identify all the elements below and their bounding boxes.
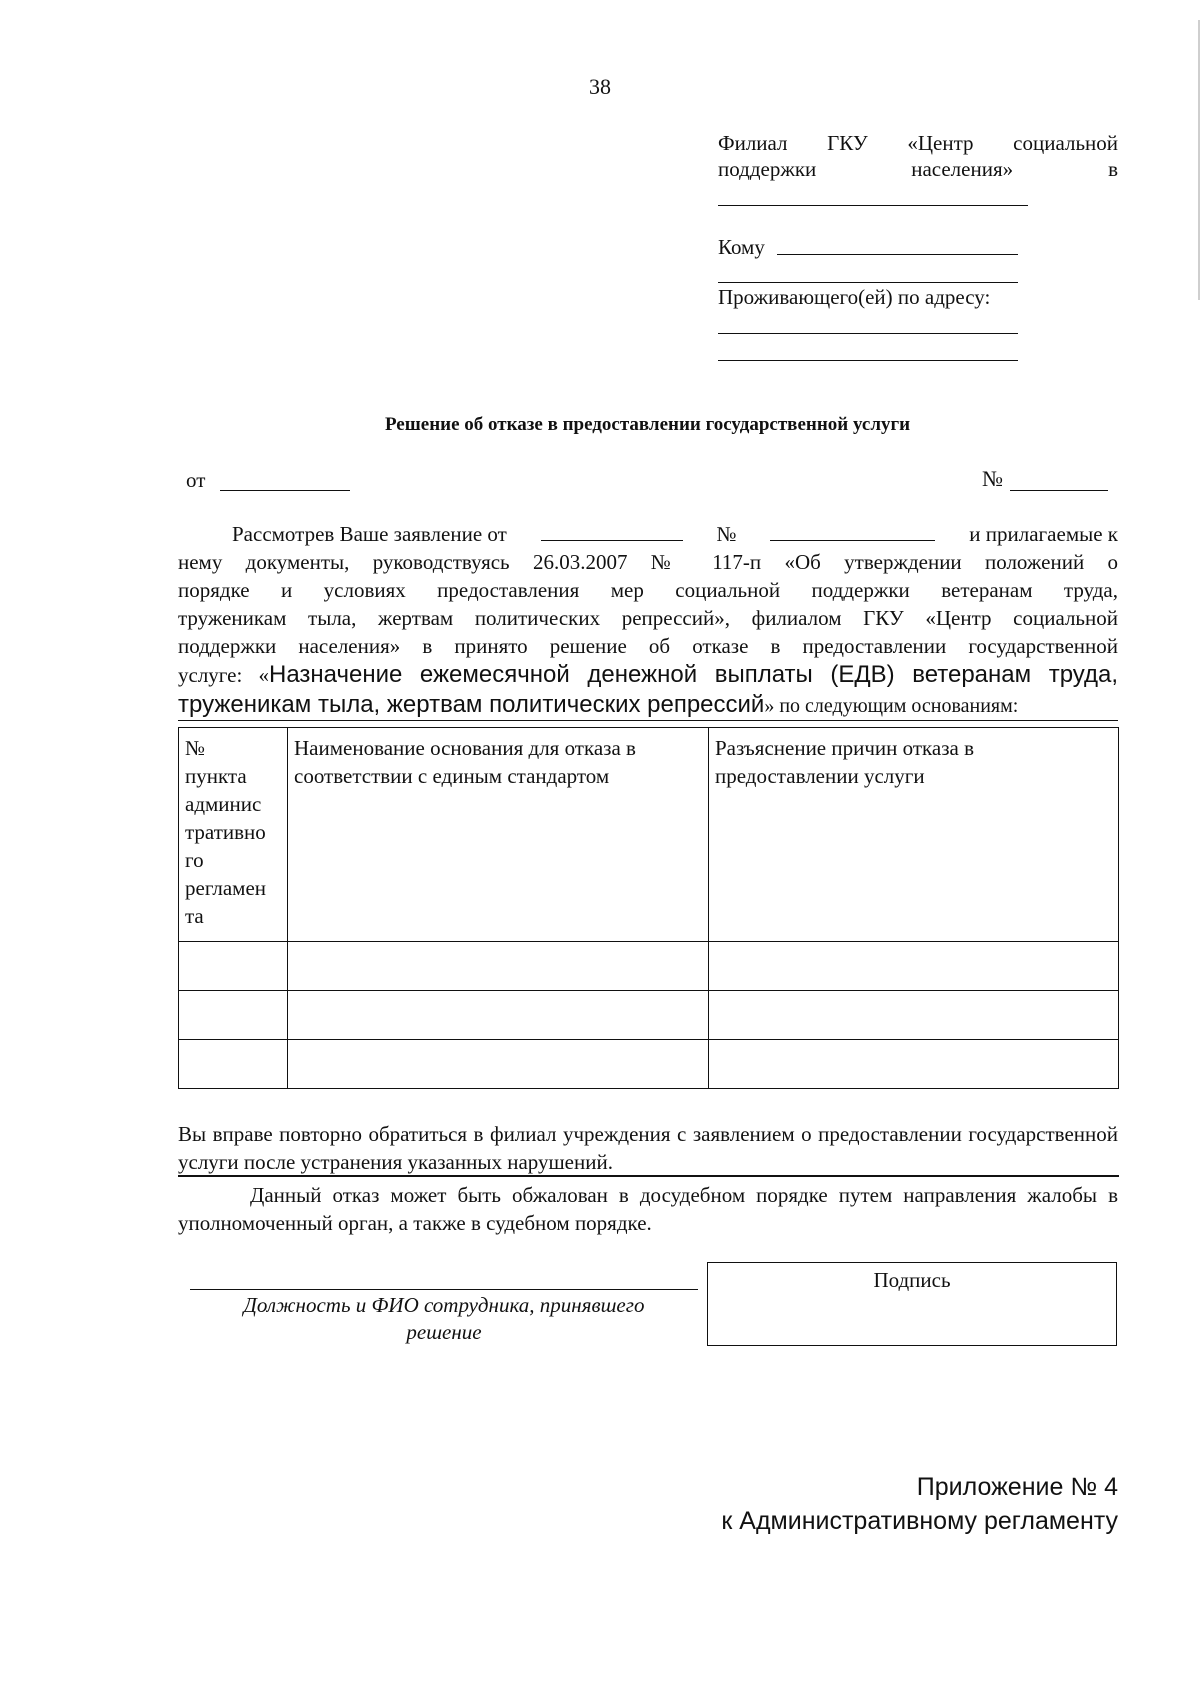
table-row	[179, 991, 1119, 1040]
header-col1-line: пункта	[185, 764, 247, 788]
position-caption	[190, 1292, 698, 1346]
branch-line-2: поддержки населения» в	[718, 157, 1118, 181]
application-date-blank[interactable]	[541, 522, 683, 541]
table-row	[179, 1040, 1119, 1089]
service-name-part-2: труженикам тыла, жертвам политических репрессий	[178, 691, 765, 718]
header-col1-line: тративно	[185, 820, 266, 844]
appendix-line-2: к Административному регламенту	[721, 1507, 1118, 1535]
body-line-2: нему документы, руководствуясь 26.03.2007 № 117-п «Об утверждении положений о	[178, 550, 1118, 574]
date-blank[interactable]	[220, 490, 350, 491]
table-cell[interactable]	[709, 942, 1119, 991]
to-blank-2[interactable]	[718, 282, 1018, 283]
body-line-6	[178, 660, 1118, 690]
table-row	[179, 942, 1119, 991]
application-number-blank[interactable]	[770, 522, 935, 541]
position-name-blank[interactable]	[190, 1289, 698, 1290]
body-line-7	[178, 690, 1118, 721]
branch-line-1: Филиал ГКУ «Центр социальной	[718, 131, 1118, 155]
to-label: Кому	[718, 235, 765, 259]
table-header-reason-name: Наименование основания для отказа в соответствии с единым стандартом	[288, 728, 709, 942]
repeat-application-note: Вы вправе повторно обратиться в филиал учреждения с заявлением о предоставлении государственной услуги после устранения указанных нарушений.	[178, 1122, 1118, 1174]
header-col1-line: та	[185, 904, 204, 928]
table-cell[interactable]	[709, 991, 1119, 1040]
body-line-7b: » по следующим основаниям:	[764, 695, 1019, 717]
table-cell[interactable]	[288, 1040, 709, 1089]
body-line-1	[178, 520, 1118, 548]
header-col1-line: №	[185, 736, 206, 760]
body-paragraph	[178, 520, 1118, 721]
body-line-6a: услуге: «	[178, 663, 269, 687]
doc-number-blank[interactable]	[1010, 490, 1108, 491]
refusal-reasons-table	[178, 727, 1119, 1089]
body-line-1b: №	[716, 522, 737, 546]
table-cell[interactable]	[288, 942, 709, 991]
body-line-1c: и прилагаемые к	[969, 522, 1118, 546]
document-title: Решение об отказе в предоставлении государственной услуги	[384, 414, 911, 435]
header-col1-line: го	[185, 848, 204, 872]
table-cell[interactable]	[179, 991, 288, 1040]
table-cell[interactable]	[179, 1040, 288, 1089]
table-cell[interactable]	[179, 942, 288, 991]
signature-label: Подпись	[873, 1268, 951, 1292]
recipient-block	[718, 130, 1118, 182]
table-cell[interactable]	[288, 991, 709, 1040]
doc-number-label: №	[982, 466, 1003, 491]
table-header-paragraph-number	[179, 728, 288, 942]
position-caption-line-1: Должность и ФИО сотрудника, принявшего	[243, 1293, 645, 1317]
header-col1-line: регламен	[185, 876, 267, 900]
to-blank[interactable]	[777, 254, 1018, 255]
body-line-5: поддержки населения» в принято решение об отказе в предоставлении государственной	[178, 634, 1118, 658]
body-line-4: труженикам тыла, жертвам политических репрессий», филиалом ГКУ «Центр социальной	[178, 606, 1118, 630]
page-number: 38	[589, 74, 611, 99]
table-header-row	[179, 728, 1119, 942]
service-name-part-1: Назначение ежемесячной денежной выплаты (ЕДВ) ветеранам труда,	[268, 661, 1119, 688]
appendix-line-1: Приложение № 4	[916, 1473, 1118, 1501]
address-blank-2[interactable]	[718, 360, 1018, 361]
from-label: от	[186, 468, 206, 492]
appendix-heading	[640, 1470, 1118, 1538]
to-line	[718, 234, 765, 260]
body-line-3: порядке и условиях предоставления мер социальной поддержки ветеранам труда,	[178, 578, 1118, 602]
table-cell[interactable]	[709, 1040, 1119, 1089]
address-label: Проживающего(ей) по адресу:	[718, 285, 991, 309]
body-line-1a: Рассмотрев Ваше заявление от	[232, 522, 507, 546]
signature-box[interactable]	[707, 1262, 1117, 1346]
branch-blank[interactable]	[718, 205, 1028, 206]
address-blank-1[interactable]	[718, 333, 1018, 334]
appeal-note: Данный отказ может быть обжалован в досудебном порядке путем направления жалобы в уполномоченный орган, а также в судебном порядке.	[178, 1183, 1118, 1235]
table-header-reason-explanation: Разъяснение причин отказа в предоставлении услуги	[709, 728, 1119, 942]
position-caption-line-2: решение	[406, 1320, 482, 1344]
note-underline	[178, 1175, 1119, 1177]
header-col1-line: админис	[185, 792, 262, 816]
